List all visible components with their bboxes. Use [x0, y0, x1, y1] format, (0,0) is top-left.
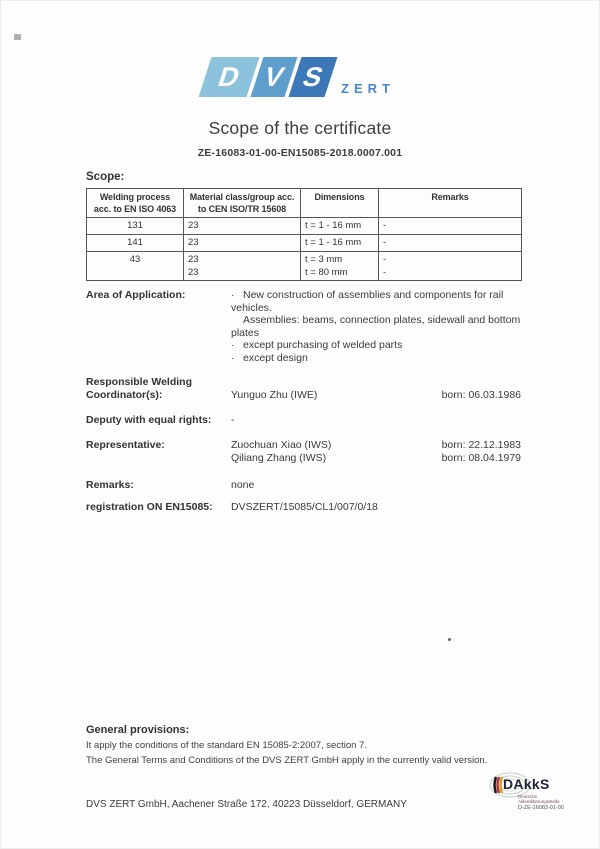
cell-dimensions: t = 1 - 16 mm [301, 218, 379, 235]
scope-label: Scope: [86, 171, 125, 183]
provisions-line: It apply the conditions of the standard EN 15085-2:2007, section 7. [86, 740, 367, 751]
logo-blocks [205, 57, 331, 97]
area-of-application-list [231, 289, 521, 364]
representative-birthdates: born: 22.12.1983 born: 08.04.1979 [441, 439, 521, 465]
deputy-value: - [231, 414, 235, 427]
col-header-dimensions: Dimensions [301, 189, 379, 218]
area-of-application-section [86, 289, 521, 364]
registration-value: DVSZERT/15085/CL1/007/0/18 [231, 501, 378, 514]
table-row [87, 252, 522, 281]
page-title: Scope of the certificate [208, 118, 392, 138]
list-item: · New construction of assemblies and components for rail vehicles. [231, 289, 504, 314]
logo-zert-text: ZERT [341, 81, 395, 96]
deputy-section [86, 414, 521, 427]
table-row [87, 218, 522, 235]
cell-remarks: - - [379, 252, 522, 281]
remarks-section [86, 479, 521, 492]
cell-process: 141 [87, 235, 184, 252]
list-item: · except purchasing of welded parts [231, 339, 403, 352]
scan-artifact [14, 34, 21, 40]
registration-section [86, 501, 521, 514]
logo-letter-s: S [299, 61, 328, 92]
list-item: · except design [231, 351, 308, 364]
welding-coordinator-label: Responsible Welding Coordinator(s): [86, 376, 192, 402]
col-header-remarks: Remarks [379, 189, 522, 218]
main-content [86, 171, 521, 514]
provisions-line: The General Terms and Conditions of the DVS ZERT GmbH apply in the currently valid version. [86, 754, 488, 766]
welding-coordinator-section [86, 376, 521, 402]
remarks-label: Remarks: [86, 479, 134, 492]
representative-section [86, 439, 521, 465]
registration-label: registration ON EN15085: [86, 501, 213, 514]
deputy-label: Deputy with equal rights: [86, 414, 212, 427]
cell-material: 23 [184, 235, 301, 252]
cell-dimensions: t = 3 mm t = 80 mm [301, 252, 379, 281]
table-header-row [87, 189, 522, 218]
dakks-registration-number: D-ZE-16083-01-00 [518, 805, 564, 811]
cell-process: 43 [87, 252, 184, 281]
certificate-number: ZE-16083-01-00-EN15085-2018.0007.001 [197, 147, 403, 159]
logo-block-d [199, 57, 260, 97]
col-header-material-class: Material class/group acc. to CEN ISO/TR 15608 [184, 189, 301, 218]
scan-artifact [448, 638, 451, 641]
dakks-logo [488, 769, 588, 825]
cell-dimensions: t = 1 - 16 mm [301, 235, 379, 252]
general-provisions-section [86, 724, 521, 768]
dakks-subtitle: Deutsche [518, 794, 538, 799]
list-item-continuation: Assemblies: beams, connection plates, sidewall and bottom plates [231, 314, 521, 339]
coordinator-birthdate: born: 06.03.1986 [441, 389, 521, 402]
logo-letter-d: D [214, 61, 244, 92]
representative-label: Representative: [86, 439, 165, 452]
dakks-subtitle: Akkreditierungsstelle [518, 799, 560, 804]
col-header-welding-process: Welding process acc. to EN ISO 4063 [87, 189, 184, 218]
company-address: DVS ZERT GmbH, Aachener Straße 172, 40223 Düsseldorf, GERMANY [86, 799, 407, 810]
cell-material: 23 23 [184, 252, 301, 281]
coordinator-name: Yunguo Zhu (IWE) [231, 389, 318, 402]
cell-process: 131 [87, 218, 184, 235]
logo-block-s [289, 57, 338, 97]
cell-remarks: - [379, 218, 522, 235]
general-provisions-label: General provisions: [86, 724, 190, 736]
cell-material: 23 [184, 218, 301, 235]
logo-letter-v: V [260, 61, 289, 92]
remarks-value: none [231, 479, 255, 492]
cell-remarks: - [379, 235, 522, 252]
dvs-zert-logo [1, 57, 599, 97]
dakks-wordmark: DAkkS [503, 776, 550, 792]
representative-names: Zuochuan Xiao (IWS) Qiliang Zhang (IWS) [231, 439, 332, 465]
table-row [87, 235, 522, 252]
scope-table [86, 188, 522, 281]
area-of-application-label: Area of Application: [86, 289, 186, 302]
